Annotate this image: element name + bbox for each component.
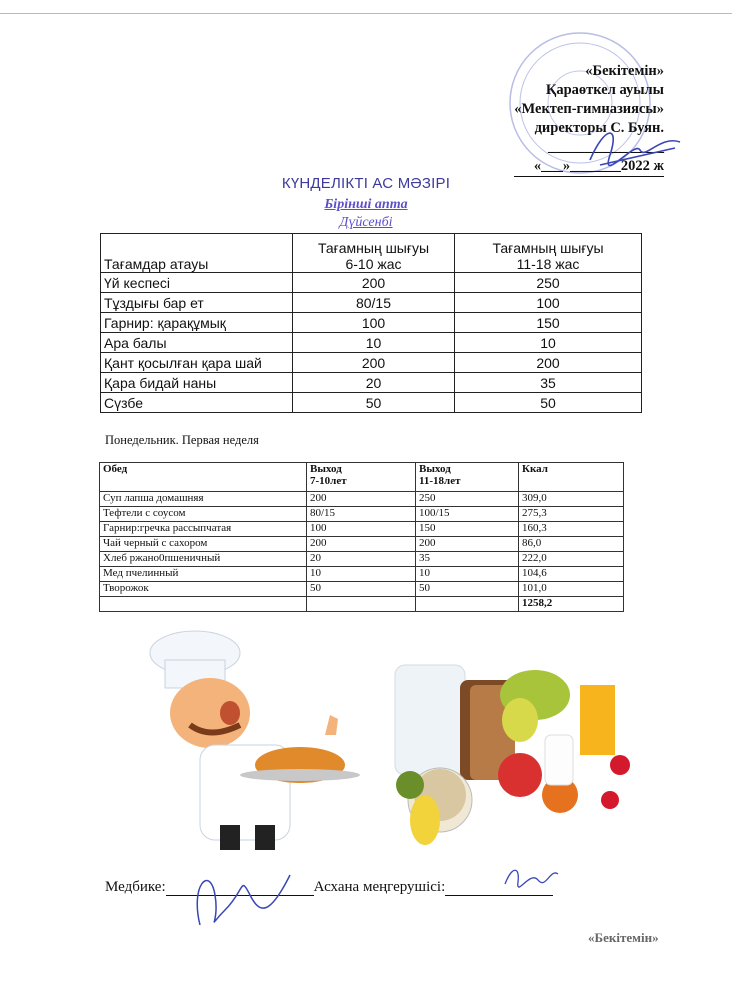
dish-name: Тұздығы бар ет bbox=[101, 293, 293, 313]
dish-name: Сүзбе bbox=[101, 393, 293, 413]
kcal-value: 86,0 bbox=[519, 537, 624, 552]
approval-line: «Мектеп-гимназиясы» bbox=[514, 101, 664, 117]
portion-value: 10 bbox=[455, 333, 642, 353]
nurse-label: Медбике: bbox=[105, 879, 166, 895]
header-portion-young: Тағамның шығуы 6-10 жас bbox=[293, 234, 455, 273]
header-dish: Обед bbox=[100, 463, 307, 492]
empty-cell bbox=[100, 597, 307, 612]
table-row bbox=[100, 492, 624, 507]
russian-section-title: Понедельник. Первая неделя bbox=[105, 433, 259, 447]
director-signature bbox=[580, 120, 690, 180]
food-icon bbox=[395, 665, 630, 845]
header-kcal: Ккал bbox=[519, 463, 624, 492]
chef-and-food-illustration bbox=[140, 625, 650, 855]
table-row bbox=[101, 313, 642, 333]
table-row bbox=[100, 522, 624, 537]
kcal-value: 104,6 bbox=[519, 567, 624, 582]
header-portion-older: Выход 11-18лет bbox=[416, 463, 519, 492]
approval-line: «Бекітемін» bbox=[585, 63, 664, 79]
kcal-value: 309,0 bbox=[519, 492, 624, 507]
table-row bbox=[101, 273, 642, 293]
portion-value: 200 bbox=[293, 353, 455, 373]
dish-name: Қара бидай наны bbox=[101, 373, 293, 393]
portion-value: 35 bbox=[416, 552, 519, 567]
table-row bbox=[101, 393, 642, 413]
approval-line: Қараөткел ауылы bbox=[545, 82, 664, 98]
header-dish: Тағамдар атауы bbox=[101, 234, 293, 273]
table-header-row bbox=[101, 234, 642, 273]
dish-name: Үй кеспесі bbox=[101, 273, 293, 293]
dish-name: Хлеб ржано0пшеничный bbox=[100, 552, 307, 567]
header-portion-older: Тағамның шығуы 11-18 жас bbox=[455, 234, 642, 273]
day-label: Дүйсенбі bbox=[339, 215, 393, 230]
portion-value: 50 bbox=[293, 393, 455, 413]
signature-blank: ________________ bbox=[548, 139, 664, 155]
dish-name: Творожок bbox=[100, 582, 307, 597]
portion-value: 80/15 bbox=[307, 507, 416, 522]
portion-value: 100 bbox=[455, 293, 642, 313]
portion-value: 200 bbox=[293, 273, 455, 293]
portion-value: 200 bbox=[455, 353, 642, 373]
portion-value: 10 bbox=[293, 333, 455, 353]
kcal-value: 222,0 bbox=[519, 552, 624, 567]
empty-cell bbox=[307, 597, 416, 612]
next-page-header-cut: «Бекітемін» bbox=[588, 930, 659, 945]
portion-value: 200 bbox=[416, 537, 519, 552]
canteen-manager-label: Асхана меңгерушісі: bbox=[313, 879, 446, 895]
approval-date: «___»_______2022 ж bbox=[514, 157, 664, 177]
dish-name: Ара балы bbox=[101, 333, 293, 353]
kazakh-menu-table bbox=[100, 233, 642, 413]
table-row bbox=[100, 582, 624, 597]
canteen-manager-signature bbox=[500, 862, 560, 890]
portion-value: 150 bbox=[455, 313, 642, 333]
dish-name: Тефтели с соусом bbox=[100, 507, 307, 522]
portion-value: 200 bbox=[307, 537, 416, 552]
table-row bbox=[100, 537, 624, 552]
scan-top-edge bbox=[0, 13, 732, 14]
portion-value: 150 bbox=[416, 522, 519, 537]
table-row bbox=[101, 373, 642, 393]
nurse-signature bbox=[180, 855, 300, 940]
portion-value: 200 bbox=[307, 492, 416, 507]
dish-name: Суп лапша домашняя bbox=[100, 492, 307, 507]
kcal-value: 101,0 bbox=[519, 582, 624, 597]
portion-value: 20 bbox=[293, 373, 455, 393]
table-row bbox=[100, 567, 624, 582]
portion-value: 35 bbox=[455, 373, 642, 393]
portion-value: 100 bbox=[307, 522, 416, 537]
footer-signatures bbox=[105, 877, 553, 896]
portion-value: 10 bbox=[416, 567, 519, 582]
portion-value: 250 bbox=[416, 492, 519, 507]
menu-title: КҮНДЕЛІКТІ АС МӘЗІРІ bbox=[281, 175, 451, 192]
header-portion-young: Выход 7-10лет bbox=[307, 463, 416, 492]
kcal-total: 1258,2 bbox=[519, 597, 624, 612]
week-label: Бірінші апта bbox=[324, 197, 408, 212]
table-row bbox=[101, 333, 642, 353]
portion-value: 250 bbox=[455, 273, 642, 293]
portion-value: 10 bbox=[307, 567, 416, 582]
table-row bbox=[101, 353, 642, 373]
dish-name: Мед пчелинный bbox=[100, 567, 307, 582]
table-row bbox=[100, 552, 624, 567]
portion-value: 50 bbox=[416, 582, 519, 597]
table-row bbox=[100, 507, 624, 522]
dish-name: Гарнир: қарақұмық bbox=[101, 313, 293, 333]
portion-value: 80/15 bbox=[293, 293, 455, 313]
portion-value: 100/15 bbox=[416, 507, 519, 522]
dish-name: Гарнир:гречка рассыпчатая bbox=[100, 522, 307, 537]
kcal-value: 275,3 bbox=[519, 507, 624, 522]
approval-line: директоры С. Буян. bbox=[534, 120, 664, 136]
russian-menu-table bbox=[99, 462, 624, 612]
table-header-row bbox=[100, 463, 624, 492]
kcal-value: 160,3 bbox=[519, 522, 624, 537]
table-row bbox=[101, 293, 642, 313]
portion-value: 20 bbox=[307, 552, 416, 567]
portion-value: 50 bbox=[455, 393, 642, 413]
total-row bbox=[100, 597, 624, 612]
portion-value: 100 bbox=[293, 313, 455, 333]
dish-name: Қант қосылған қара шай bbox=[101, 353, 293, 373]
empty-cell bbox=[416, 597, 519, 612]
chef-icon bbox=[150, 631, 360, 850]
portion-value: 50 bbox=[307, 582, 416, 597]
dish-name: Чай черный с сахором bbox=[100, 537, 307, 552]
